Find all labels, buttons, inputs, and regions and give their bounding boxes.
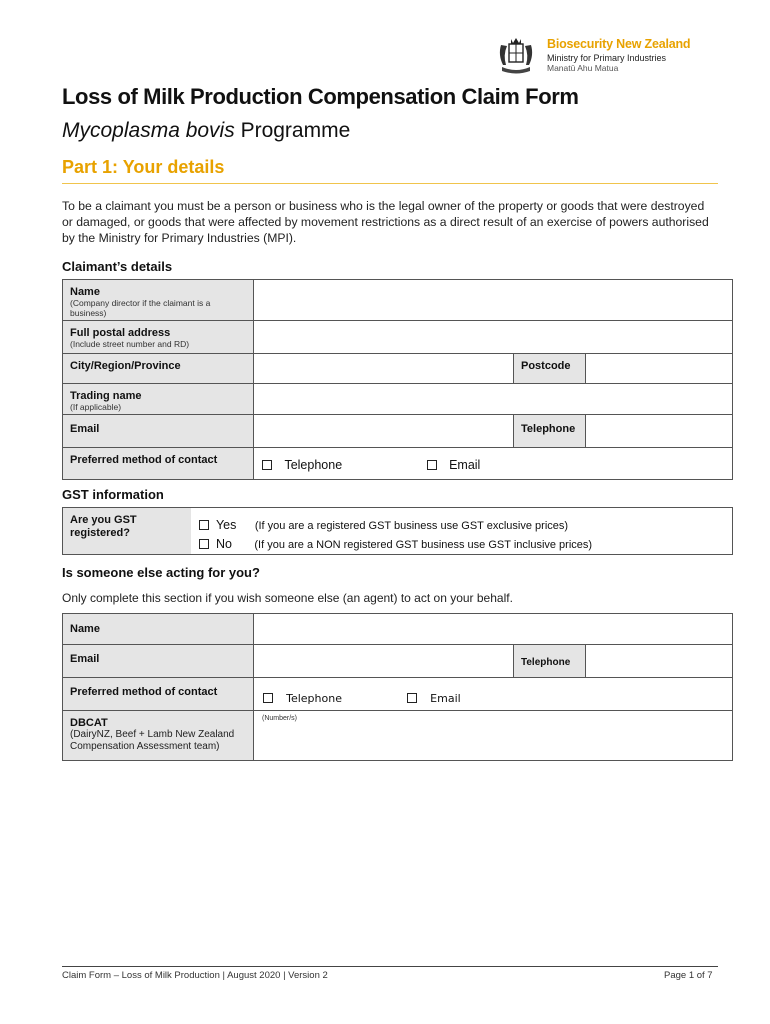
trading-name-label: Trading name (If applicable) bbox=[63, 384, 254, 415]
gst-table bbox=[62, 507, 733, 555]
contact-email-label: Email bbox=[449, 458, 481, 472]
contact-email-checkbox[interactable] bbox=[427, 460, 437, 470]
claimant-name-field[interactable] bbox=[254, 280, 733, 321]
city-label: City/Region/Province bbox=[63, 354, 254, 384]
agent-email-label: Email bbox=[63, 645, 254, 678]
gst-no-note: (If you are a NON registered GST business use GST inclusive prices) bbox=[254, 539, 593, 551]
page-title: Loss of Milk Production Compensation Claim Form bbox=[62, 84, 579, 109]
contact-telephone-label: Telephone bbox=[284, 458, 343, 472]
agent-contact-method-options bbox=[254, 678, 733, 711]
trading-name-field[interactable] bbox=[254, 384, 733, 415]
agent-contact-telephone-checkbox[interactable] bbox=[263, 693, 273, 703]
org-name: Biosecurity New Zealand bbox=[547, 37, 691, 51]
ministry-name: Ministry for Primary Industries bbox=[547, 53, 667, 63]
contact-telephone-checkbox[interactable] bbox=[262, 460, 272, 470]
page-number: Page 1 of 7 bbox=[664, 970, 713, 981]
gst-yes-checkbox[interactable] bbox=[199, 520, 209, 530]
postcode-label: Postcode bbox=[514, 354, 586, 384]
nz-coat-of-arms-icon bbox=[496, 35, 536, 77]
gst-heading: GST information bbox=[62, 487, 164, 502]
claimant-table bbox=[62, 279, 733, 480]
postal-address-field[interactable] bbox=[254, 321, 733, 354]
postal-address-label: Full postal address (Include street number and RD) bbox=[63, 321, 254, 354]
agent-table bbox=[62, 613, 733, 761]
agent-name-field[interactable] bbox=[254, 614, 733, 645]
page-subtitle: Mycoplasma bovis Programme bbox=[62, 119, 351, 142]
contact-method-label: Preferred method of contact bbox=[63, 448, 254, 480]
email-field[interactable] bbox=[254, 415, 514, 448]
email-label: Email bbox=[63, 415, 254, 448]
gst-question-label: Are you GST registered? bbox=[63, 508, 191, 555]
gst-no-checkbox[interactable] bbox=[199, 539, 209, 549]
agent-telephone-field[interactable] bbox=[586, 645, 733, 678]
claimant-heading: Claimant’s details bbox=[62, 259, 173, 274]
dbcat-number-hint: (Number/s) bbox=[262, 715, 298, 722]
part-divider bbox=[62, 183, 718, 184]
contact-method-options bbox=[254, 448, 733, 480]
part-heading: Part 1: Your details bbox=[62, 157, 225, 177]
agent-contact-email-label: Email bbox=[430, 692, 461, 705]
claimant-name-label: Name (Company director if the claimant is a business) bbox=[63, 280, 254, 321]
agent-contact-telephone-label: Telephone bbox=[286, 692, 342, 705]
footer-divider bbox=[62, 966, 718, 967]
dbcat-label: DBCAT (DairyNZ, Beef + Lamb New Zealand Compensation Assessment team) bbox=[63, 711, 254, 761]
postcode-field[interactable] bbox=[586, 354, 733, 384]
agent-contact-email-checkbox[interactable] bbox=[407, 693, 417, 703]
city-field[interactable] bbox=[254, 354, 514, 384]
intro-text: To be a claimant you must be a person or business who is the legal owner of the property or goods that were destroyed or damaged, or goods that were affected by movement restrictions as a direct result of an exercise of powers authorised by the Ministry for Primary Industries (MPI). bbox=[62, 199, 709, 245]
agent-name-label: Name bbox=[63, 614, 254, 645]
agent-heading: Is someone else acting for you? bbox=[62, 565, 260, 580]
agent-contact-method-label: Preferred method of contact bbox=[63, 678, 254, 711]
gst-no-label: No bbox=[215, 537, 232, 551]
footer-info: Claim Form – Loss of Milk Production | August 2020 | Version 2 bbox=[62, 970, 328, 981]
dbcat-number-field[interactable] bbox=[254, 711, 733, 761]
gst-yes-label: Yes bbox=[215, 518, 237, 532]
maori-name: Manatū Ahu Matua bbox=[547, 63, 619, 73]
telephone-field[interactable] bbox=[586, 415, 733, 448]
agent-telephone-label: Telephone bbox=[514, 645, 586, 678]
gst-options bbox=[191, 508, 733, 555]
telephone-label: Telephone bbox=[514, 415, 586, 448]
gst-yes-note: (If you are a registered GST business use GST exclusive prices) bbox=[254, 520, 569, 532]
agent-note: Only complete this section if you wish someone else (an agent) to act on your behalf. bbox=[62, 591, 513, 605]
agent-email-field[interactable] bbox=[254, 645, 514, 678]
